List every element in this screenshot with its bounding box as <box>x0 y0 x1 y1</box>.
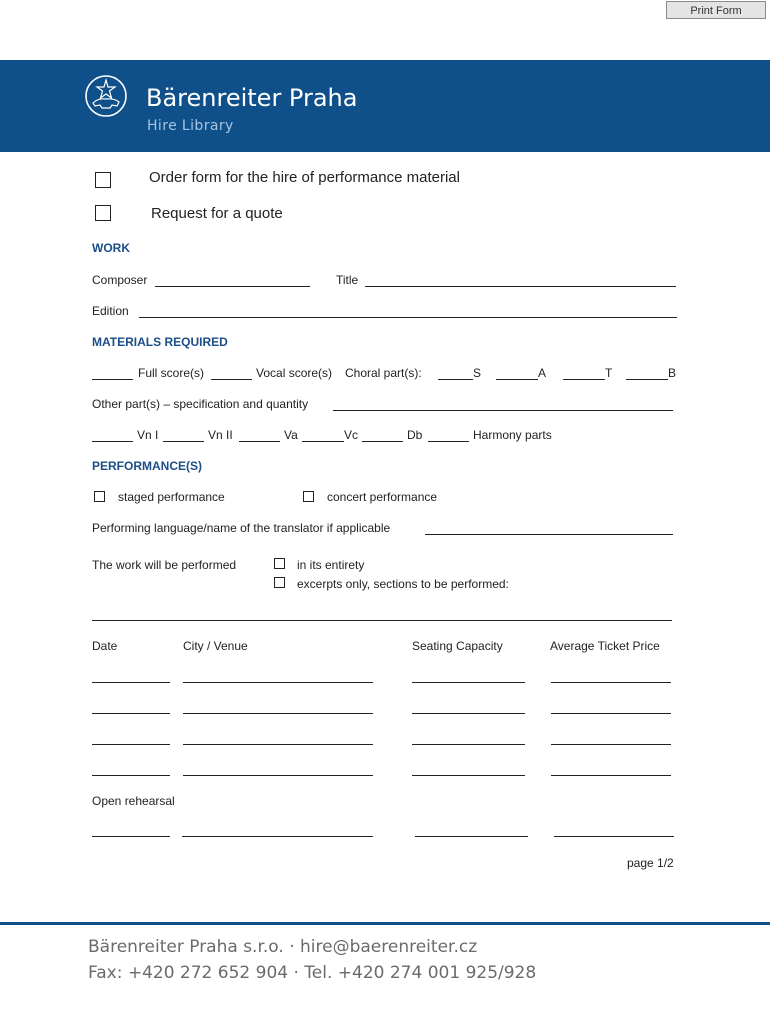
performed-label: The work will be performed <box>92 558 237 572</box>
choral-b-label: B <box>668 366 677 380</box>
excerpts-label: excerpts only, sections to be performed: <box>297 577 509 591</box>
rehearsal-date-field[interactable] <box>92 836 170 837</box>
row3-capacity-field[interactable] <box>412 744 525 745</box>
full-score-label: Full score(s) <box>138 366 205 380</box>
language-field[interactable] <box>425 534 673 535</box>
request-quote-label: Request for a quote <box>151 205 283 222</box>
row1-capacity-field[interactable] <box>412 682 525 683</box>
page-number: page 1/2 <box>627 856 674 870</box>
performance-heading: PERFORMANCE(S) <box>92 459 202 473</box>
edition-label: Edition <box>92 304 129 318</box>
excerpts-field[interactable] <box>92 620 672 621</box>
concert-checkbox[interactable] <box>303 491 314 502</box>
footer-divider <box>0 922 770 925</box>
row1-venue-field[interactable] <box>183 682 373 683</box>
vocal-score-qty[interactable] <box>211 379 252 380</box>
choral-t-label: T <box>605 366 613 380</box>
vc-qty[interactable] <box>302 441 344 442</box>
row2-date-field[interactable] <box>92 713 170 714</box>
open-rehearsal-label: Open rehearsal <box>92 794 175 808</box>
vn2-label: Vn II <box>208 428 233 442</box>
row3-venue-field[interactable] <box>183 744 373 745</box>
row2-venue-field[interactable] <box>183 713 373 714</box>
brand-name: Bärenreiter Praha <box>146 84 358 112</box>
choral-label: Choral part(s): <box>345 366 422 380</box>
work-heading: WORK <box>92 241 130 255</box>
row2-price-field[interactable] <box>551 713 671 714</box>
choral-t-qty[interactable] <box>563 379 605 380</box>
choral-a-label: A <box>538 366 547 380</box>
harmony-qty[interactable] <box>428 441 469 442</box>
entirety-label: in its entirety <box>297 558 365 572</box>
capacity-header: Seating Capacity <box>412 639 503 653</box>
title-label: Title <box>336 273 359 287</box>
db-qty[interactable] <box>362 441 403 442</box>
va-qty[interactable] <box>239 441 280 442</box>
vn2-qty[interactable] <box>163 441 204 442</box>
footer-address: Bärenreiter Praha s.r.o. · hire@baerenreiter.cz <box>88 937 478 957</box>
language-label: Performing language/name of the translator if applicable <box>92 521 391 535</box>
order-form-checkbox[interactable] <box>95 172 111 188</box>
other-parts-field[interactable] <box>333 410 673 411</box>
composer-label: Composer <box>92 273 148 287</box>
staged-label: staged performance <box>118 490 225 504</box>
row3-price-field[interactable] <box>551 744 671 745</box>
choral-s-qty[interactable] <box>438 379 473 380</box>
db-label: Db <box>407 428 423 442</box>
edition-field[interactable] <box>139 317 677 318</box>
excerpts-checkbox[interactable] <box>274 577 285 588</box>
choral-a-qty[interactable] <box>496 379 538 380</box>
row4-venue-field[interactable] <box>183 775 373 776</box>
venue-header: City / Venue <box>183 639 248 653</box>
row4-date-field[interactable] <box>92 775 170 776</box>
rehearsal-capacity-field[interactable] <box>415 836 528 837</box>
entirety-checkbox[interactable] <box>274 558 285 569</box>
composer-field[interactable] <box>155 286 310 287</box>
date-header: Date <box>92 639 118 653</box>
row4-price-field[interactable] <box>551 775 671 776</box>
full-score-qty[interactable] <box>92 379 133 380</box>
staged-checkbox[interactable] <box>94 491 105 502</box>
row2-capacity-field[interactable] <box>412 713 525 714</box>
vn1-qty[interactable] <box>92 441 133 442</box>
va-label: Va <box>284 428 298 442</box>
harmony-label: Harmony parts <box>473 428 552 442</box>
rehearsal-venue-field[interactable] <box>182 836 373 837</box>
row4-capacity-field[interactable] <box>412 775 525 776</box>
bear-logo-icon <box>84 74 128 118</box>
request-quote-checkbox[interactable] <box>95 205 111 221</box>
print-form-button[interactable]: Print Form <box>666 1 766 19</box>
choral-b-qty[interactable] <box>626 379 668 380</box>
vc-label: Vc <box>344 428 359 442</box>
row3-date-field[interactable] <box>92 744 170 745</box>
choral-s-label: S <box>473 366 482 380</box>
row1-price-field[interactable] <box>551 682 671 683</box>
footer-phone: Fax: +420 272 652 904 · Tel. +420 274 001 925/928 <box>88 963 537 983</box>
price-header: Average Ticket Price <box>550 639 660 653</box>
vocal-score-label: Vocal score(s) <box>256 366 333 380</box>
other-parts-label: Other part(s) – specification and quantity <box>92 397 309 411</box>
brand-subtitle: Hire Library <box>147 118 234 134</box>
order-form-label: Order form for the hire of performance material <box>149 169 460 186</box>
rehearsal-price-field[interactable] <box>554 836 674 837</box>
row1-date-field[interactable] <box>92 682 170 683</box>
title-field[interactable] <box>365 286 676 287</box>
vn1-label: Vn I <box>137 428 159 442</box>
concert-label: concert performance <box>327 490 438 504</box>
materials-heading: MATERIALS REQUIRED <box>92 335 228 349</box>
